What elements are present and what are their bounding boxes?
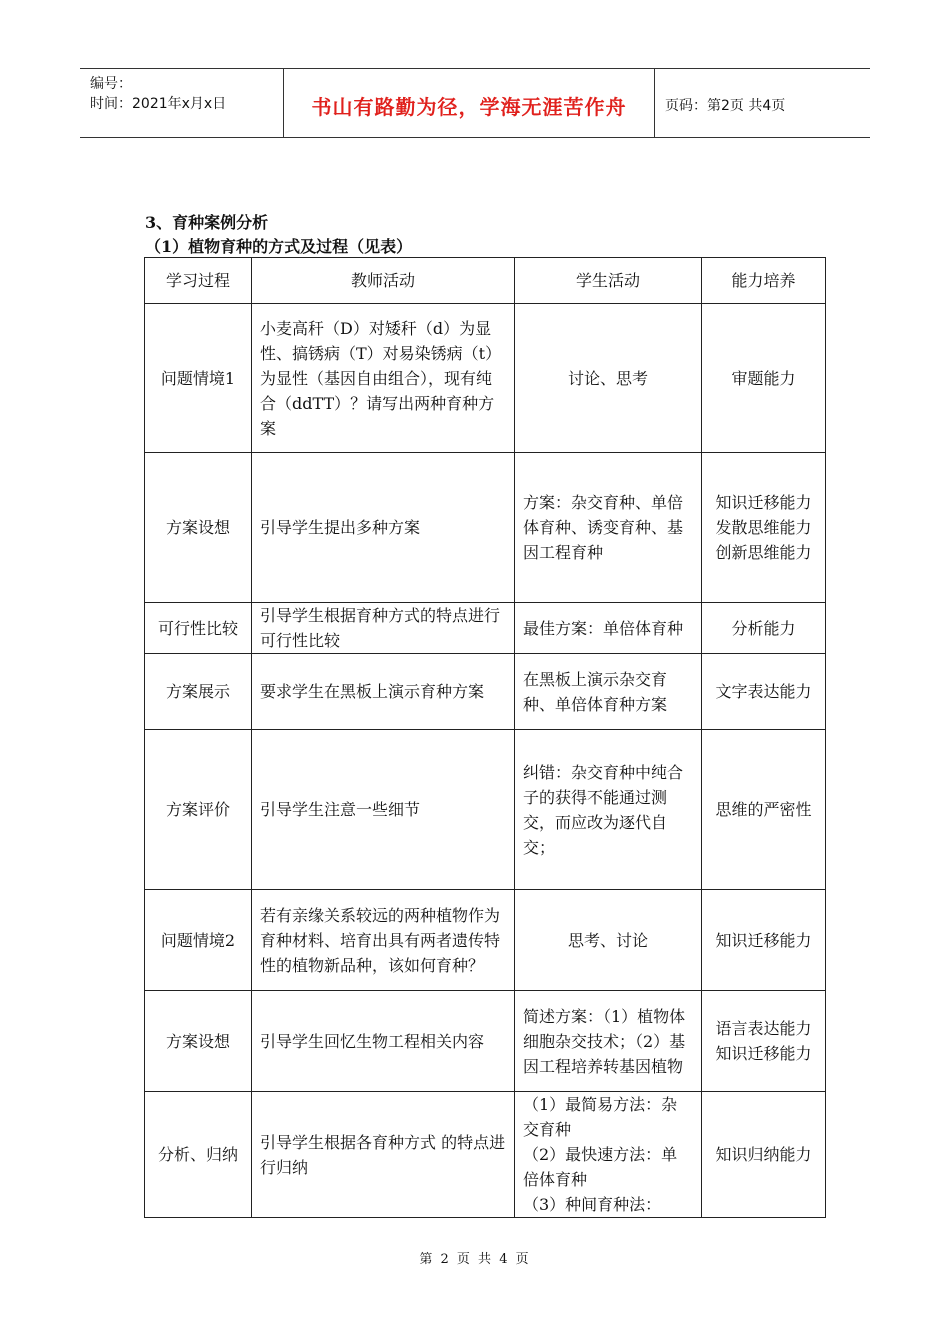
cell-student: （1）最简易方法：杂交育种 （2）最快速方法：单倍体育种 （3）种间育种法： xyxy=(515,1092,702,1218)
cell-student: 在黑板上演示杂交育种、单倍体育种方案 xyxy=(515,654,702,730)
cell-ability: 语言表达能力 知识迁移能力 xyxy=(702,991,826,1092)
cell-teacher: 引导学生根据育种方式的特点进行可行性比较 xyxy=(252,603,515,654)
table-row xyxy=(145,890,826,991)
table-row xyxy=(145,603,826,654)
cell-ability: 知识迁移能力 发散思维能力 创新思维能力 xyxy=(702,453,826,603)
motto-text: 书山有路勤为径，学海无涯苦作舟 xyxy=(311,95,627,119)
header-motto-cell xyxy=(284,69,655,137)
cell-teacher: 引导学生根据各育种方式 的特点进行归纳 xyxy=(252,1092,515,1218)
cell-teacher: 若有亲缘关系较远的两种植物作为育种材料、培育出具有两者遗传特性的植物新品种，该如何育种？ xyxy=(252,890,515,991)
cell-process: 方案展示 xyxy=(145,654,252,730)
doc-time-label: 时间：2021年x月x日 xyxy=(90,96,227,112)
doc-number-label: 编号： xyxy=(90,76,132,92)
col-header-ability: 能力培养 xyxy=(702,258,826,304)
cell-process: 方案评价 xyxy=(145,730,252,890)
cell-teacher: 引导学生注意一些细节 xyxy=(252,730,515,890)
cell-student: 最佳方案：单倍体育种 xyxy=(515,603,702,654)
cell-student: 讨论、思考 xyxy=(515,304,702,453)
table-header-row xyxy=(145,258,826,304)
cell-student: 简述方案：（1）植物体细胞杂交技术；（2）基因工程培养转基因植物 xyxy=(515,991,702,1092)
page-info: 页码：第2页 共4页 xyxy=(665,98,786,114)
cell-ability: 思维的严密性 xyxy=(702,730,826,890)
table-row xyxy=(145,991,826,1092)
cell-process: 方案设想 xyxy=(145,453,252,603)
cell-process: 问题情境1 xyxy=(145,304,252,453)
header-page-cell xyxy=(655,69,870,137)
table-row xyxy=(145,730,826,890)
cell-process: 方案设想 xyxy=(145,991,252,1092)
table-row xyxy=(145,304,826,453)
table-row xyxy=(145,1092,826,1218)
col-header-teacher: 教师活动 xyxy=(252,258,515,304)
cell-teacher: 小麦高秆（D）对矮秆（d）为显性、搞锈病（T）对易染锈病（t）为显性（基因自由组合），现有纯合（ddTT）？请写出两种育种方案 xyxy=(252,304,515,453)
col-header-student: 学生活动 xyxy=(515,258,702,304)
cell-student: 方案：杂交育种、单倍体育种、诱变育种、基因工程育种 xyxy=(515,453,702,603)
cell-teacher: 引导学生提出多种方案 xyxy=(252,453,515,603)
cell-ability: 知识归纳能力 xyxy=(702,1092,826,1218)
cell-teacher: 要求学生在黑板上演示育种方案 xyxy=(252,654,515,730)
section-subheading: （1）植物育种的方式及过程（见表） xyxy=(145,237,413,256)
cell-student: 纠错：杂交育种中纯合子的获得不能通过测交，而应改为逐代自交； xyxy=(515,730,702,890)
table-row xyxy=(145,654,826,730)
cell-student: 思考、讨论 xyxy=(515,890,702,991)
section-heading: 3、育种案例分析 xyxy=(145,213,269,232)
cell-ability: 分析能力 xyxy=(702,603,826,654)
cell-process: 问题情境2 xyxy=(145,890,252,991)
cell-ability: 文字表达能力 xyxy=(702,654,826,730)
breeding-table xyxy=(144,257,826,1218)
cell-ability: 审题能力 xyxy=(702,304,826,453)
cell-process: 可行性比较 xyxy=(145,603,252,654)
document-header xyxy=(80,68,870,138)
table-row xyxy=(145,453,826,603)
cell-teacher: 引导学生回忆生物工程相关内容 xyxy=(252,991,515,1092)
cell-ability: 知识迁移能力 xyxy=(702,890,826,991)
cell-process: 分析、归纳 xyxy=(145,1092,252,1218)
page-footer: 第 2 页 共 4 页 xyxy=(419,1252,531,1267)
header-info-cell xyxy=(80,69,284,137)
col-header-process: 学习过程 xyxy=(145,258,252,304)
